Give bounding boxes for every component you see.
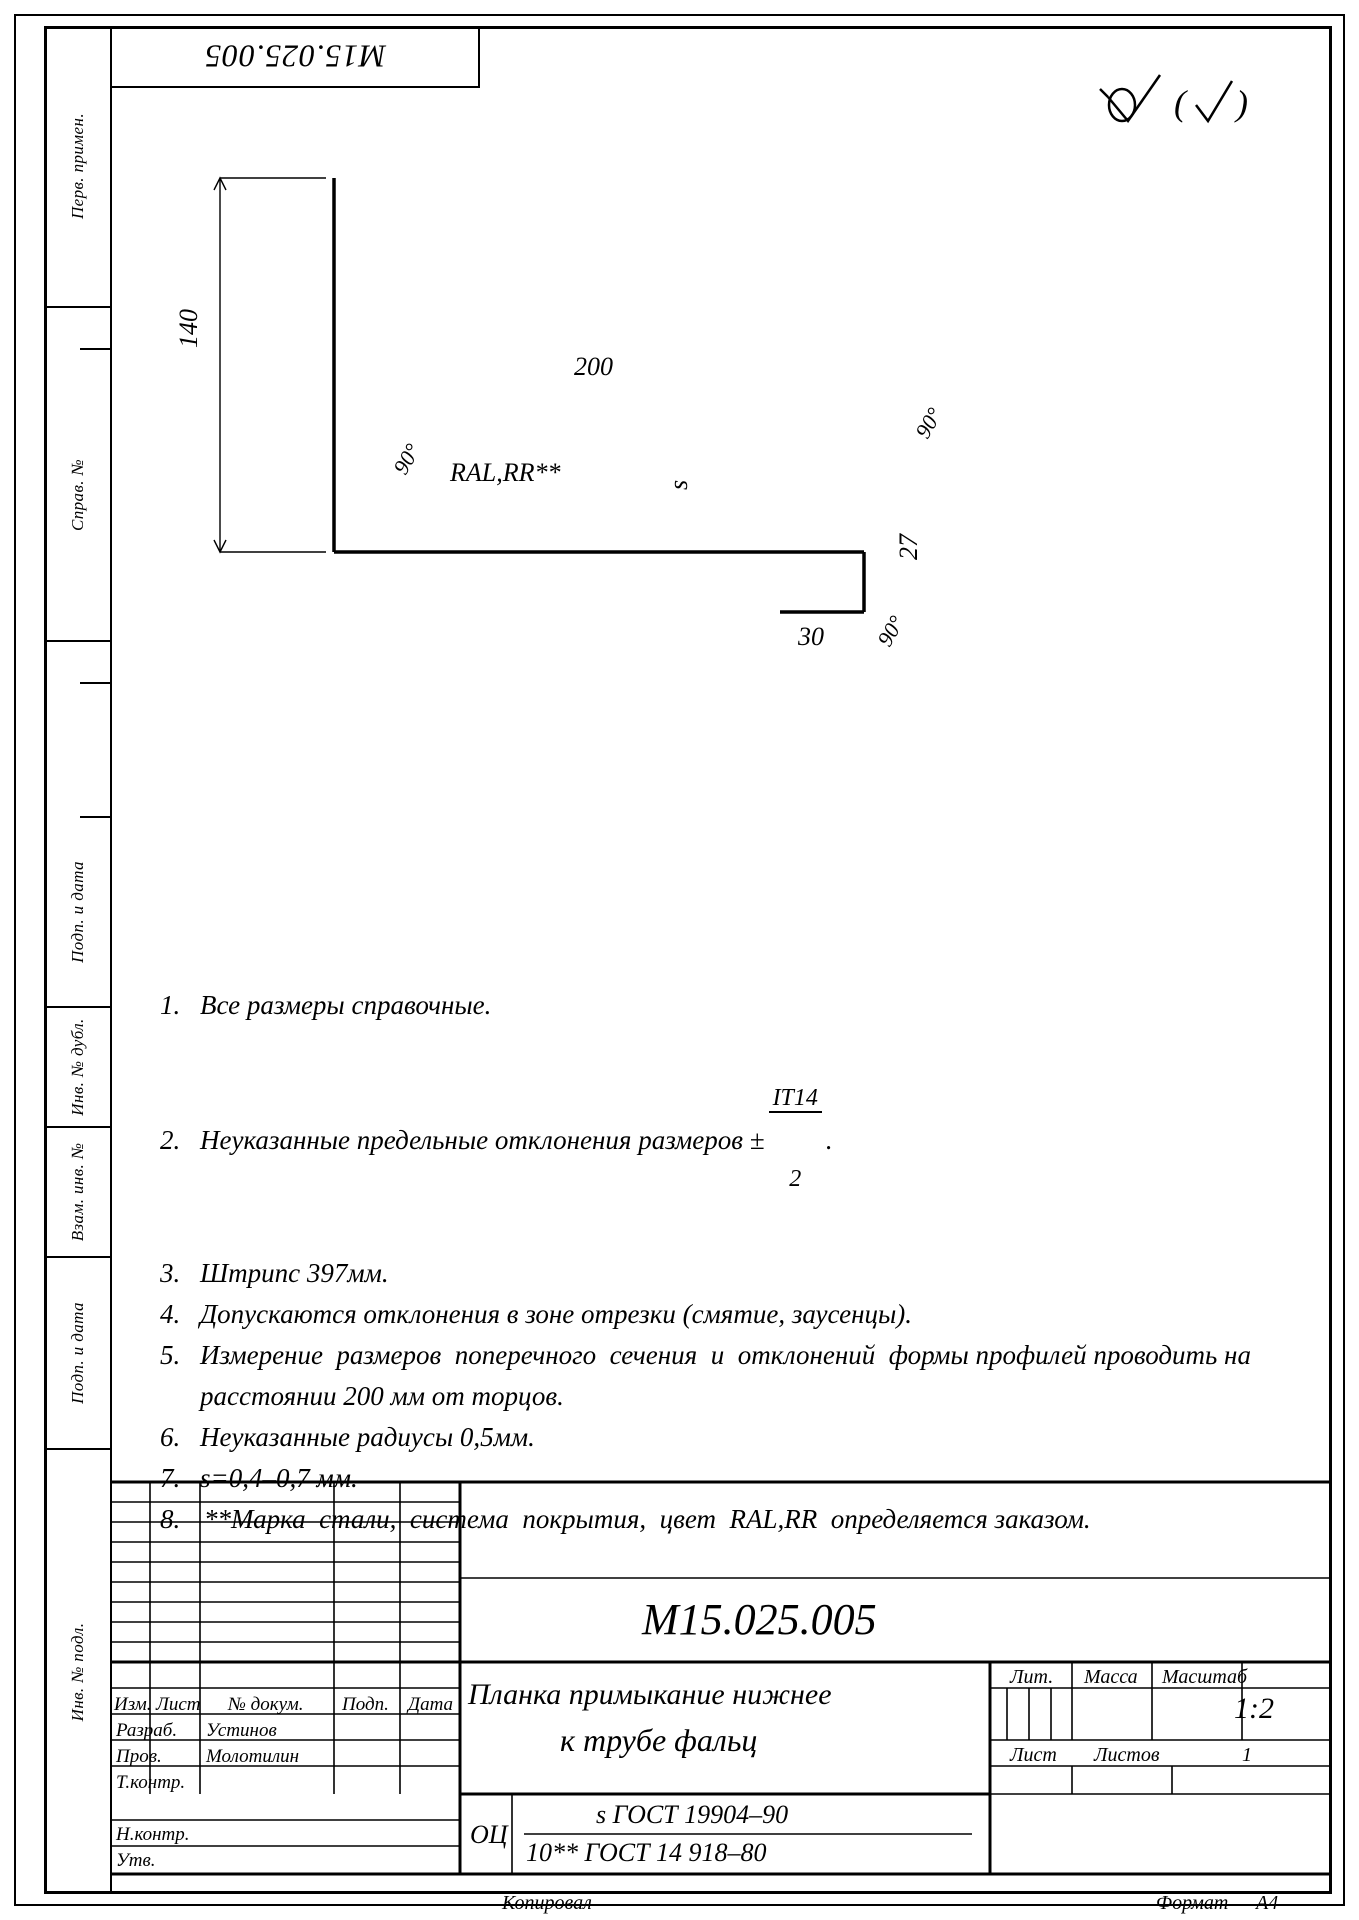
left-label-podp-data-1: Подп. и дата	[68, 861, 87, 963]
title-block	[112, 1482, 1332, 1894]
left-cell-perv-primen	[44, 26, 112, 308]
format-value: А4	[1256, 1892, 1279, 1914]
note-2-tail: .	[825, 1125, 833, 1156]
sheets-count: 1	[1242, 1744, 1252, 1766]
note-2-fraction	[769, 1032, 822, 1245]
note-7-num: 7.	[160, 1463, 181, 1494]
left-cell-sprav-no	[44, 350, 112, 642]
dim-27: 27	[894, 534, 923, 560]
left-split-3	[80, 776, 112, 818]
note-2-num: 2.	[160, 1125, 181, 1156]
dim-200: 200	[574, 352, 613, 381]
note-6-num: 6.	[160, 1422, 181, 1453]
svg-text:): )	[1236, 83, 1248, 123]
scale-value: 1:2	[1234, 1692, 1274, 1725]
role-utv: Утв.	[116, 1850, 156, 1871]
left-split-2	[80, 642, 112, 684]
left-label-sprav-no: Справ. №	[68, 459, 87, 531]
left-cell-inv-podl	[44, 1450, 112, 1894]
angle-90-right: 90°	[910, 403, 948, 443]
note-1	[160, 985, 1320, 1026]
left-cell-podp-data-1	[44, 818, 112, 1008]
product-name-line1: Планка примыкание нижнее	[468, 1678, 832, 1711]
material-line1: s ГОСТ 19904–90	[596, 1800, 789, 1829]
note-2-fraction-denominator: 2	[789, 1165, 802, 1192]
format-label: Формат	[1156, 1892, 1229, 1914]
header-sheets: Листов	[1094, 1744, 1160, 1766]
angle-90-bottom: 90°	[872, 611, 910, 651]
header-lit: Лит.	[1010, 1666, 1054, 1688]
left-label-podp-data-2: Подп. и дата	[68, 1302, 87, 1404]
note-3-text: Штрипс 397мм.	[200, 1258, 389, 1289]
note-4-text: Допускаются отклонения в зоне отрезки (смятие, заусенцы).	[200, 1299, 913, 1330]
note-8-text: **Марка стали, система покрытия, цвет RAL,RR определяется заказом.	[204, 1504, 1091, 1535]
role-razrab: Разраб.	[116, 1720, 178, 1741]
note-8-num: 8.	[160, 1504, 181, 1535]
role-nkontr: Н.контр.	[116, 1824, 190, 1845]
left-label-inv-dubl: Инв. № дубл.	[68, 1018, 87, 1116]
left-label-perv-primen: Перв. примен.	[68, 113, 87, 219]
left-split-1	[80, 308, 112, 350]
left-cell-inv-dubl	[44, 1008, 112, 1128]
note-7-text: s=0,4–0,7 мм.	[200, 1463, 358, 1494]
note-2	[160, 1034, 1320, 1247]
header-massa: Масса	[1084, 1666, 1138, 1688]
left-label-inv-podl: Инв. № подл.	[68, 1622, 87, 1722]
product-name-line2: к трубе фальц	[560, 1722, 758, 1758]
part-profile-drawing	[112, 90, 1332, 970]
rev-header-data: Дата	[408, 1694, 454, 1715]
left-spacer-cell	[44, 684, 112, 776]
svg-text:(: (	[1174, 83, 1186, 123]
material-prefix: ОЦ	[470, 1820, 508, 1849]
note-5-text: Измерение размеров поперечного сечения и отклонений формы профилей проводить на расстоянии 200 мм от торцов.	[200, 1340, 1258, 1412]
note-1-text: Все размеры справочные.	[200, 990, 492, 1020]
label-coating: RAL,RR**	[450, 458, 561, 487]
note-6-text: Неуказанные радиусы 0,5мм.	[200, 1422, 535, 1453]
note-2-fraction-numerator: IT14	[769, 1085, 822, 1113]
rev-header-no-dokum: № докум.	[228, 1694, 304, 1715]
note-4-num: 4.	[160, 1299, 181, 1330]
angle-90-left: 90°	[388, 439, 426, 479]
role-prov: Пров.	[116, 1746, 162, 1767]
note-4	[160, 1294, 1320, 1335]
note-6	[160, 1417, 1320, 1458]
material-line2: 10** ГОСТ 14 918–80	[526, 1838, 767, 1867]
dim-30: 30	[798, 622, 824, 651]
rev-header-podp: Подп.	[342, 1694, 389, 1715]
name-prov: Молотилин	[206, 1746, 300, 1767]
role-tkontr: Т.контр.	[116, 1772, 186, 1793]
left-margin-column	[44, 26, 112, 1894]
kopiroval-label: Копировал	[502, 1892, 592, 1914]
rev-header-list: Лист	[156, 1694, 201, 1715]
top-drawing-number-box	[112, 26, 480, 88]
dim-140: 140	[174, 309, 203, 348]
bottom-strip	[44, 1890, 1332, 1920]
note-3-num: 3.	[160, 1258, 181, 1289]
note-2-text: Неуказанные предельные отклонения размеров ±	[200, 1125, 765, 1156]
note-1-num: 1.	[160, 990, 181, 1020]
left-cell-vzam-inv	[44, 1128, 112, 1258]
title-doc-number: M15.025.005	[642, 1595, 877, 1644]
header-sheet: Лист	[1010, 1744, 1057, 1766]
note-3	[160, 1253, 1320, 1294]
name-razrab: Устинов	[206, 1720, 277, 1741]
note-5	[160, 1335, 1320, 1417]
left-cell-podp-data-2	[44, 1258, 112, 1450]
note-5-num: 5.	[160, 1340, 181, 1371]
technical-requirements-notes	[160, 985, 1320, 1540]
top-drawing-number: M15.025.005	[204, 38, 386, 75]
left-label-vzam-inv: Взам. инв. №	[68, 1142, 87, 1242]
header-masshtab: Масштаб	[1162, 1666, 1248, 1688]
rev-header-izm: Изм.	[114, 1694, 152, 1715]
dim-thickness-s: s	[664, 479, 693, 490]
